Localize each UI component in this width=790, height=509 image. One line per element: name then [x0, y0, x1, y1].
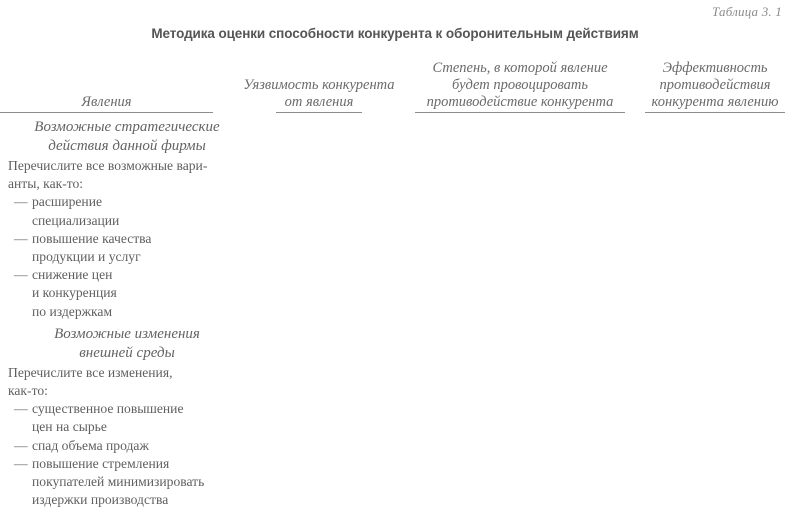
- page-title: Методика оценки способности конкурента к оборонительным действиям: [151, 26, 639, 41]
- section-lead-in-line: Перечислите все возможные вари-: [8, 158, 208, 173]
- section-lead-in-line: анты, как-то:: [8, 176, 84, 192]
- table-body-column-phenomena: [0, 118, 240, 509]
- section-lead-in: [0, 364, 240, 400]
- column-header-line: от явления: [284, 94, 354, 110]
- section-lead-in: [0, 157, 240, 193]
- section-heading: [0, 325, 240, 363]
- column-rule-counteraction-effectiveness: [645, 112, 785, 113]
- list-item-line: издержки производства: [32, 492, 169, 508]
- dash-bullet-icon: —: [14, 455, 28, 471]
- list-item-line: повышение стремления: [32, 455, 170, 471]
- column-header-provocation-degree: [415, 60, 625, 112]
- column-header-line: Уязвимость конкурента: [243, 77, 395, 93]
- list-item: [0, 437, 240, 455]
- list-item-line: продукции и услуг: [32, 249, 141, 265]
- section-heading-line: действия данной фирмы: [48, 138, 206, 154]
- list-item-line: расширение: [32, 194, 103, 210]
- list-item-line: снижение цен: [32, 267, 113, 283]
- dash-bullet-icon: —: [14, 230, 28, 246]
- column-header-line: противодействие конкурента: [426, 94, 614, 110]
- section-heading: [0, 118, 240, 156]
- section-environment-changes: [0, 325, 240, 509]
- list-item: [0, 400, 240, 436]
- section-heading-line: Возможные изменения: [54, 325, 200, 342]
- section-lead-in-line: Перечислите все изменения,: [8, 364, 173, 380]
- column-header-line: Степень, в которой явление: [432, 60, 608, 76]
- list-item-line: по издержкам: [32, 303, 113, 319]
- section-item-list: [0, 193, 240, 320]
- table-number-caption: Таблица 3. 1: [712, 4, 782, 19]
- column-rule-phenomena: [0, 112, 213, 113]
- section-heading-line: Возможные стратегические: [34, 119, 220, 135]
- column-header-line: Явления: [81, 94, 132, 110]
- dash-bullet-icon: —: [14, 267, 28, 283]
- list-item-line: существенное повышение: [32, 401, 184, 417]
- column-header-phenomena: [0, 94, 213, 112]
- section-strategic-actions: [0, 118, 240, 321]
- list-item: [0, 193, 240, 229]
- section-item-list: [0, 400, 240, 509]
- list-item-line: повышение качества: [32, 230, 152, 246]
- section-lead-in-line: как-то:: [8, 383, 48, 399]
- list-item-line: цен на сырье: [32, 419, 107, 435]
- dash-bullet-icon: —: [14, 437, 28, 453]
- column-header-vulnerability: [243, 77, 395, 112]
- list-item: [0, 455, 240, 509]
- column-header-counteraction-effectiveness: [645, 60, 785, 112]
- list-item: [0, 230, 240, 266]
- section-heading-line: внешней среды: [79, 344, 175, 361]
- list-item: [0, 266, 240, 321]
- dash-bullet-icon: —: [14, 194, 28, 210]
- dash-bullet-icon: —: [14, 401, 28, 417]
- column-header-line: Эффективность: [662, 60, 768, 76]
- list-item-line: и конкуренция: [32, 285, 117, 301]
- list-item-line: специализации: [32, 212, 120, 228]
- list-item-line: покупателей минимизировать: [32, 474, 205, 490]
- list-item-line: спад объема продаж: [32, 437, 149, 453]
- column-header-line: будет провоцировать: [452, 77, 588, 93]
- column-rule-vulnerability: [276, 112, 362, 113]
- column-header-line: противодействия: [659, 77, 771, 93]
- table-header-row: [0, 52, 790, 112]
- column-rule-provocation-degree: [415, 112, 625, 113]
- column-header-line: конкурента явлению: [651, 94, 779, 110]
